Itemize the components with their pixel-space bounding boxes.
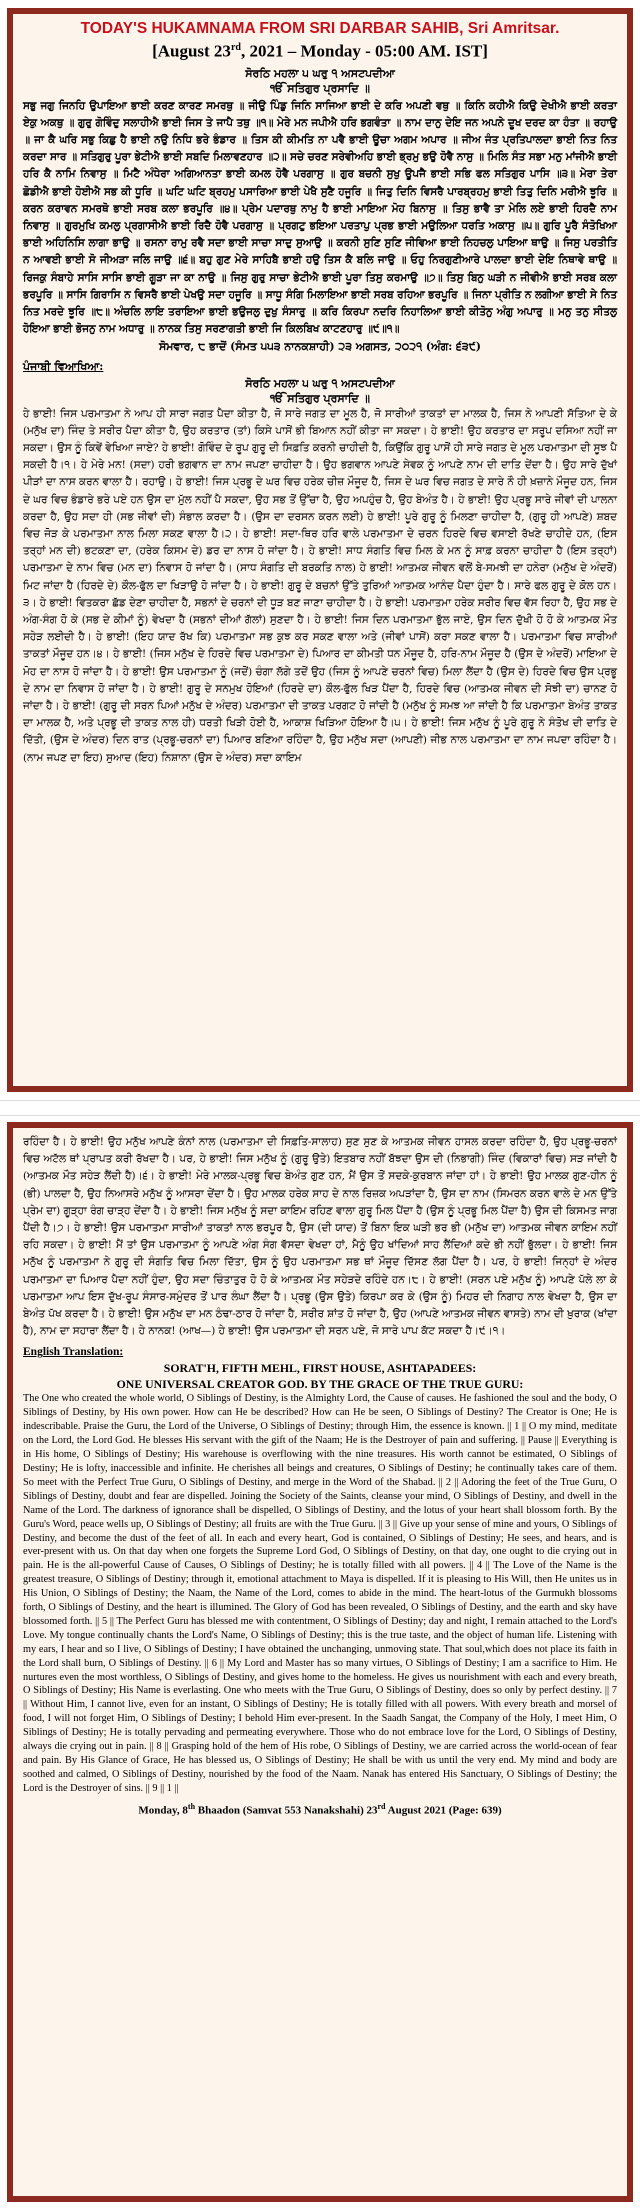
hukamnama-panel-top [7, 8, 633, 1092]
gurbani-heading: ਸੋਰਠਿ ਮਹਲਾ ੫ ਘਰੁ ੧ ਅਸਟਪਦੀਆ [245, 66, 395, 80]
page-title: TODAY'S HUKAMNAMA FROM SRI DARBAR SAHIB, Sri Amritsar. [80, 20, 560, 37]
hukamnama-panel-bottom [7, 1122, 633, 2202]
date-heading [23, 38, 617, 62]
footer-date-day: Monday, 8 [138, 1804, 188, 1817]
footer-date-rest: August 2021 (Page: 639) [385, 1804, 502, 1817]
vyakhya-heading: ਸੋਰਠਿ ਮਹਲਾ ੫ ਘਰੁ ੧ ਅਸਟਪਦੀਆ [245, 376, 395, 390]
vyakhya-mool-mantar: ੴ ਸਤਿਗੁਰ ਪ੍ਰਸਾਦਿ ॥ [270, 391, 370, 405]
date-heading-suffix: rd [230, 42, 241, 53]
english-heading: SORAT'H, FIFTH MEHL, FIRST HOUSE, ASHTAPADEES: [163, 1361, 477, 1376]
page-divider [0, 1100, 640, 1116]
english-translation-text: The One who created the whole world, O Siblings of Destiny, is the Almighty Lord, the Cause of causes. He fashioned the soul and the body, O Siblings of Destiny, by His own power. How can He be described? How can He be seen, O Siblings of Destiny? The Creator is One; He is indescribable. Praise the Guru, the Lord of the Universe, O Siblings of Destiny; through Him, the essence is known. || 1 || O my mind, meditate on the Lord, the Lord God. He blesses His servant with the gift of the Naam; He is the Destroyer of pain and suffering. || Pause || Everything is in His home, O Siblings of Destiny; His warehouse is overflowing with the nine treasures. His worth cannot be estimated, O Siblings of Destiny; He is lofty, inaccessible and infinite. He cherishes all beings and creatures, O Siblings of Destiny; he continually takes care of them. So meet with the Perfect True Guru, O Siblings of Destiny, and merge in the Word of the Shabad. || 2 || Adoring the feet of the True Guru, O Siblings of Destiny, doubt and fear are dispelled. Joining the Society of the Saints, cleanse your mind, O Siblings of Destiny, and dwell in the Name of the Lord. The darkness of ignorance shall be dispelled, O Siblings of Destiny, and the lotus of your heart shall blossom forth. By the Guru's Word, peace wells up, O Siblings of Destiny; all fruits are with the True Guru. || 3 || Give up your sense of mine and yours, O Siblings of Destiny, and become the dust of the feet of all. In each and every heart, God is contained, O Siblings of Destiny; He sees, and hears, and is ever-present with us. On that day when one forgets the Supreme Lord God, O Siblings of Destiny, on that day, one ought to die crying out in pain. He is the all-powerful Cause of Causes, O Siblings of Destiny; he is totally filled with all powers. || 4 || The Love of the Name is the greatest treasure, O Siblings of Destiny; through it, emotional attachment to Maya is dispelled. If it is pleasing to His Will, then He unites us in His Union, O Siblings of Destiny; the Naam, the Name of the Lord, comes to abide in the mind. The heart-lotus of the Gurmukh blossoms forth, O Siblings of Destiny, and the heart is illumined. The Glory of God has been revealed, O Siblings of Destiny, and the earth and sky have blossomed forth. || 5 || The Perfect Guru has blessed me with contentment, O Siblings of Destiny; day and night, I remain attached to the Lord's Love. My tongue continually chants the Lord's Name, O Siblings of Destiny; this is the true taste, and the object of human life. Listening with my ears, I hear and so I live, O Siblings of Destiny; I have obtained the unchanging, unmoving state. That soul,which does not place its faith in the Lord shall burn, O Siblings of Destiny. || 6 || My Lord and Master has so many virtues, O Siblings of Destiny; I am a sacrifice to Him. He nurtures even the most worthless, O Siblings of Destiny, and gives home to the homeless. He gives us nourishment with each and every breath, O Siblings of Destiny; His Name is everlasting. One who meets with the True Guru, O Siblings of Destiny, does so only by perfect destiny. || 7 || Without Him, I cannot live, even for an instant, O Siblings of Destiny; He is totally filled with all powers. With every breath and morsel of food, I will not forget Him, O Siblings of Destiny; I behold Him ever-present. In the Saadh Sangat, the Company of the Holy, I meet Him, O Siblings of Destiny; He is totally pervading and permeating everywhere. Those who do not embrace love for the Lord, O Siblings of Destiny, always die crying out in pain. || 8 || Grasping hold of the hem of His robe, O Siblings of Destiny, we are carried across the world-ocean of fear and pain. By His Glance of Grace, He has blessed us, O Siblings of Destiny; He shall be with us until the very end. My mind and body are soothed and calmed, O Siblings of Destiny, nourished by the food of the Naam. Nanak has entered His Sanctuary, O Siblings of Destiny; the Lord is the Destroyer of sins. || 9 || 1 || [23, 1393, 617, 1794]
date-heading-day: [August 23 [152, 41, 231, 61]
footer-date-suffix-2: rd [377, 1801, 386, 1811]
punjabi-vyakhya-text: ਹੇ ਭਾਈ! ਜਿਸ ਪਰਮਾਤਮਾ ਨੇ ਆਪ ਹੀ ਸਾਰਾ ਜਗਤ ਪੈਦਾ ਕੀਤਾ ਹੈ, ਜੋ ਸਾਰੇ ਜਗਤ ਦਾ ਮੂਲ ਹੈ, ਜੋ ਸਾਰੀਆਂ ਤਾਕਤਾਂ ਦਾ ਮਾਲਕ ਹੈ, ਜਿਸ ਨੇ ਆਪਣੀ ਸੱਤਿਆ ਦੇ ਕੇ (ਮਨੁੱਖ ਦਾ) ਜਿੰਦ ਤੇ ਸਰੀਰ ਪੈਦਾ ਕੀਤਾ ਹੈ, ਉਹ ਕਰਤਾਰ (ਤਾਂ) ਕਿਸੇ ਪਾਸੋਂ ਭੀ ਬਿਆਨ ਨਹੀਂ ਕੀਤਾ ਜਾ ਸਕਦਾ। ਹੇ ਭਾਈ! ਉਹ ਕਰਤਾਰ ਦਾ ਸਰੂਪ ਦਸਿਆ ਨਹੀਂ ਜਾ ਸਕਦਾ। ਉਸ ਨੂੰ ਕਿਵੇਂ ਵੇਖਿਆ ਜਾਏ? ਹੇ ਭਾਈ! ਗੋਵਿੰਦ ਦੇ ਰੂਪ ਗੁਰੂ ਦੀ ਸਿਫ਼ਤਿ ਕਰਨੀ ਚਾਹੀਦੀ ਹੈ, ਕਿਉਂਕਿ ਗੁਰੂ ਪਾਸੋਂ ਹੀ ਸਾਰੇ ਜਗਤ ਦੇ ਮੂਲ ਪਰਮਾਤਮਾ ਦੀ ਸੂਝ ਪੈ ਸਕਦੀ ਹੈ।੧। ਹੇ ਮੇਰੇ ਮਨ! (ਸਦਾ) ਹਰੀ ਭਗਵਾਨ ਦਾ ਨਾਮ ਜਪਣਾ ਚਾਹੀਦਾ ਹੈ। ਉਹ ਭਗਵਾਨ ਆਪਣੇ ਸੇਵਕ ਨੂੰ ਆਪਣੇ ਨਾਮ ਦੀ ਦਾਤਿ ਦੇਂਦਾ ਹੈ। ਉਹ ਸਾਰੇ ਦੁੱਖਾਂ ਪੀੜਾਂ ਦਾ ਨਾਸ ਕਰਨ ਵਾਲਾ ਹੈ। ਰਹਾਉ। ਹੇ ਭਾਈ! ਜਿਸ ਪ੍ਰਭੂ ਦੇ ਘਰ ਵਿਚ ਹਰੇਕ ਚੀਜ਼ ਮੌਜੂਦ ਹੈ, ਜਿਸ ਦੇ ਘਰ ਵਿਚ ਜਗਤ ਦੇ ਸਾਰੇ ਨੌ ਹੀ ਖ਼ਜ਼ਾਨੇ ਮੌਜੂਦ ਹਨ, ਜਿਸ ਦੇ ਘਰ ਵਿਚ ਭੰਡਾਰੇ ਭਰੇ ਪਏ ਹਨ ਉਸ ਦਾ ਮੁੱਲ ਨਹੀਂ ਪੈ ਸਕਦਾ, ਉਹ ਸਭ ਤੋਂ ਉੱਚਾ ਹੈ, ਉਹ ਅਪਹੁੰਚ ਹੈ, ਉਹ ਬੇਅੰਤ ਹੈ। ਹੇ ਭਾਈ! ਉਹ ਪ੍ਰਭੂ ਸਾਰੇ ਜੀਵਾਂ ਦੀ ਪਾਲਨਾ ਕਰਦਾ ਹੈ, ਉਹ ਸਦਾ ਹੀ (ਸਭ ਜੀਵਾਂ ਦੀ) ਸੰਭਾਲ ਕਰਦਾ ਹੈ। (ਉਸ ਦਾ ਦਰਸਨ ਕਰਨ ਲਈ) ਹੇ ਭਾਈ! ਪੂਰੇ ਗੁਰੂ ਨੂੰ ਮਿਲਣਾ ਚਾਹੀਦਾ ਹੈ, (ਗੁਰੂ ਹੀ ਆਪਣੇ) ਸ਼ਬਦ ਵਿਚ ਜੋੜ ਕੇ ਪਰਮਾਤਮਾ ਨਾਲ ਮਿਲਾ ਸਕਣ ਵਾਲਾ ਹੈ।੨। ਹੇ ਭਾਈ! ਸਦਾ-ਥਿਰ ਹਰਿ ਵਾਲੇ ਪਰਮਾਤਮਾ ਦੇ ਚਰਨ ਹਿਰਦੇ ਵਿਚ ਵਸਾਈ ਰੱਖਣੇ ਚਾਹੀਦੇ ਹਨ, (ਇਸ ਤਰ੍ਹਾਂ ਮਨ ਦੀ) ਭਟਕਣਾ ਦਾ, (ਹਰੇਕ ਕਿਸਮ ਦੇ) ਡਰ ਦਾ ਨਾਸ ਹੋ ਜਾਂਦਾ ਹੈ। ਹੇ ਭਾਈ! ਸਾਧ ਸੰਗਤਿ ਵਿਚ ਮਿਲ ਕੇ ਮਨ ਨੂੰ ਸਾਫ਼ ਕਰਨਾ ਚਾਹੀਦਾ ਹੈ (ਇਸ ਤਰ੍ਹਾਂ) ਪਰਮਾਤਮਾ ਦੇ ਨਾਮ ਵਿਚ (ਮਨ ਦਾ) ਨਿਵਾਸ ਹੋ ਜਾਂਦਾ ਹੈ। (ਸਾਧ ਸੰਗਤਿ ਦੀ ਬਰਕਤਿ ਨਾਲ) ਹੇ ਭਾਈ! ਆਤਮਕ ਜੀਵਨ ਵਲੋਂ ਬੇ-ਸਮਝੀ ਦਾ ਹਨੇਰਾ (ਮਨੁੱਖ ਦੇ ਅੰਦਰੋਂ) ਮਿਟ ਜਾਂਦਾ ਹੈ (ਹਿਰਦੇ ਦੇ) ਕੌਲ-ਫੁੱਲ ਦਾ ਖਿੜਾਉ ਹੋ ਜਾਂਦਾ ਹੈ। ਹੇ ਭਾਈ! ਗੁਰੂ ਦੇ ਬਚਨਾਂ ਉੱਤੇ ਤੁਰਿਆਂ ਆਤਮਕ ਆਨੰਦ ਪੈਦਾ ਹੁੰਦਾ ਹੈ। ਸਾਰੇ ਫਲ ਗੁਰੂ ਦੇ ਕੋਲ ਹਨ।੩। ਹੇ ਭਾਈ! ਵਿਤਕਰਾ ਛੱਡ ਦੇਣਾ ਚਾਹੀਦਾ ਹੈ, ਸਭਨਾਂ ਦੇ ਚਰਨਾਂ ਦੀ ਧੂੜ ਬਣ ਜਾਣਾ ਚਾਹੀਦਾ ਹੈ। ਹੇ ਭਾਈ! ਪਰਮਾਤਮਾ ਹਰੇਕ ਸਰੀਰ ਵਿਚ ਵੱਸ ਰਿਹਾ ਹੈ, ਉਹ ਸਭ ਦੇ ਅੰਗ-ਸੰਗ ਹੋ ਕੇ (ਸਭ ਦੇ ਕੀਮਾਂ ਨੂੰ) ਵੇਖਦਾ ਹੈ (ਸਭਨਾਂ ਦੀਆਂ ਗੱਲਾਂ) ਸੁਣਦਾ ਹੈ। ਹੇ ਭਾਈ! ਜਿਸ ਦਿਨ ਪਰਮਾਤਮਾ ਭੁੱਲ ਜਾਏ, ਉਸ ਦਿਨ ਦੁੱਖੀ ਹੋ ਹੋ ਕੇ ਆਤਮਕ ਮੌਤ ਸਹੇੜ ਲਈਦੀ ਹੈ। ਹੇ ਭਾਈ! (ਇਹ ਯਾਦ ਰੱਖ ਕਿ) ਪਰਮਾਤਮਾ ਸਭ ਕੁਝ ਕਰ ਸਕਣ ਵਾਲਾ ਅਤੇ (ਜੀਵਾਂ ਪਾਸੋਂ) ਕਰਾ ਸਕਣ ਵਾਲਾ ਹੈ। ਪਰਮਾਤਮਾ ਵਿਚ ਸਾਰੀਆਂ ਤਾਕਤਾਂ ਮੌਜੂਦ ਹਨ।੪। ਹੇ ਭਾਈ! (ਜਿਸ ਮਨੁੱਖ ਦੇ ਹਿਰਦੇ ਵਿਚ ਪਰਮਾਤਮਾ ਦੇ) ਪਿਆਰ ਦਾ ਕੀਮਤੀ ਧਨ ਮੌਜੂਦ ਹੈ, ਹਰਿ-ਨਾਮ ਮੌਜੂਦ ਹੈ (ਉਸ ਦੇ ਅੰਦਰੋਂ) ਮਾਇਆ ਦੇ ਮੋਹ ਦਾ ਨਾਸ ਹੋ ਜਾਂਦਾ ਹੈ। ਹੇ ਭਾਈ! ਉਸ ਪਰਮਾਤਮਾ ਨੂੰ (ਜਦੋਂ) ਚੰਗਾ ਲੱਗੇ ਤਦੋਂ ਉਹ (ਜਿਸ ਨੂੰ ਆਪਣੇ ਚਰਨਾਂ ਵਿਚ) ਮਿਲਾ ਲੈਂਦਾ ਹੈ (ਉਸ ਦੇ) ਹਿਰਦੇ ਵਿਚ ਉਸ ਪ੍ਰਭੂ ਦੇ ਨਾਮ ਦਾ ਨਿਵਾਸ ਹੋ ਜਾਂਦਾ ਹੈ। ਹੇ ਭਾਈ! ਗੁਰੂ ਦੇ ਸਨਮੁਖ ਹੋਇਆਂ (ਹਿਰਦੇ ਦਾ) ਕੌਲ-ਫੁੱਲ ਖਿੜ ਪੈਂਦਾ ਹੈ, ਹਿਰਦੇ ਵਿਚ (ਆਤਮਕ ਜੀਵਨ ਦੀ ਸੋਝੀ ਦਾ) ਚਾਨਣ ਹੋ ਜਾਂਦਾ ਹੈ। ਹੇ ਭਾਈ! (ਗੁਰੂ ਦੀ ਸਰਨ ਪਿਆਂ ਮਨੁੱਖ ਦੇ ਅੰਦਰ) ਪਰਮਾਤਮਾ ਦੀ ਤਾਕਤ ਪਰਗਟ ਹੋ ਜਾਂਦੀ ਹੈ (ਮਨੁੱਖ ਨੂੰ ਸਮਝ ਆ ਜਾਂਦੀ ਹੈ ਕਿ ਪਰਮਾਤਮਾ ਬੇਅੰਤ ਤਾਕਤ ਦਾ ਮਾਲਕ ਹੈ, ਅਤੇ ਪ੍ਰਭੂ ਦੀ ਤਾਕਤ ਨਾਲ ਹੀ) ਧਰਤੀ ਖਿੜੀ ਹੋਈ ਹੈ, ਆਕਾਸ਼ ਖਿੜਿਆ ਹੋਇਆ ਹੈ।੫। ਹੇ ਭਾਈ! ਜਿਸ ਮਨੁੱਖ ਨੂੰ ਪੂਰੇ ਗੁਰੂ ਨੇ ਸੰਤੋਖ ਦੀ ਦਾਤਿ ਦੇ ਦਿੱਤੀ, (ਉਸ ਦੇ ਅੰਦਰ) ਦਿਨ ਰਾਤ (ਪ੍ਰਭੂ-ਚਰਨਾਂ ਦਾ) ਪਿਆਰ ਬਣਿਆ ਰਹਿੰਦਾ ਹੈ, ਉਹ ਮਨੁੱਖ ਸਦਾ (ਆਪਣੀ) ਜੀਭ ਨਾਲ ਪਰਮਾਤਮਾ ਦਾ ਨਾਮ ਜਪਦਾ ਰਹਿੰਦਾ ਹੈ। (ਨਾਮ ਜਪਣ ਦਾ ਇਹ) ਸੁਆਦ (ਇਹ) ਨਿਸ਼ਾਨਾ (ਉਸ ਦੇ ਅੰਦਰ) ਸਦਾ ਕਾਇਮ [23, 407, 617, 764]
punjabi-vyakhya-label: ਪੰਜਾਬੀ ਵਿਆਖਿਆ: [23, 359, 104, 373]
gurbani-date-line: ਸੋਮਵਾਰ, ੮ ਭਾਦੋਂ (ਸੰਮਤ ੫੫੩ ਨਾਨਕਸ਼ਾਹੀ) ੨੩ ਅਗਸਤ, ੨੦੨੧ (ਅੰਗ: ੬੩੯) [158, 339, 481, 353]
gurbani-text: ਸਭੁ ਜਗੁ ਜਿਨਹਿ ਉਪਾਇਆ ਭਾਈ ਕਰਣ ਕਾਰਣ ਸਮਰਥੁ ॥ ਜੀਉ ਪਿੰਡੁ ਜਿਨਿ ਸਾਜਿਆ ਭਾਈ ਦੇ ਕਰਿ ਅਪਣੀ ਵਥੁ ॥ ਕਿਨਿ ਕਹੀਐ ਕਿਉ ਦੇਖੀਐ ਭਾਈ ਕਰਤਾ ਏਕੁ ਅਕਥੁ ॥ ਗੁਰੁ ਗੋਵਿੰਦੁ ਸਲਾਹੀਐ ਭਾਈ ਜਿਸ ਤੇ ਜਾਪੈ ਤਥੁ ॥੧॥ ਮੇਰੇ ਮਨ ਜਪੀਐ ਹਰਿ ਭਗਵੰਤਾ ॥ ਨਾਮ ਦਾਨੁ ਦੇਇ ਜਨ ਅਪਨੇ ਦੂਖ ਦਰਦ ਕਾ ਹੰਤਾ ॥ ਰਹਾਉ ॥ ਜਾ ਕੈ ਘਰਿ ਸਭੁ ਕਿਛੁ ਹੈ ਭਾਈ ਨਉ ਨਿਧਿ ਭਰੇ ਭੰਡਾਰ ॥ ਤਿਸ ਕੀ ਕੀਮਤਿ ਨਾ ਪਵੈ ਭਾਈ ਊਚਾ ਅਗਮ ਅਪਾਰ ॥ ਜੀਅ ਜੰਤ ਪ੍ਰਤਿਪਾਲਦਾ ਭਾਈ ਨਿਤ ਨਿਤ ਕਰਦਾ ਸਾਰ ॥ ਸਤਿਗੁਰੁ ਪੂਰਾ ਭੇਟੀਐ ਭਾਈ ਸਬਦਿ ਮਿਲਾਵਣਹਾਰ ॥੨॥ ਸਚੇ ਚਰਣ ਸਰੇਵੀਅਹਿ ਭਾਈ ਭ੍ਰਮੁ ਭਉ ਹੋਵੈ ਨਾਸੁ ॥ ਮਿਲਿ ਸੰਤ ਸਭਾ ਮਨੁ ਮਾਂਜੀਐ ਭਾਈ ਹਰਿ ਕੈ ਨਾਮਿ ਨਿਵਾਸੁ ॥ ਮਿਟੈ ਅੰਧੇਰਾ ਅਗਿਆਨਤਾ ਭਾਈ ਕਮਲ ਹੋਵੈ ਪਰਗਾਸੁ ॥ ਗੁਰ ਬਚਨੀ ਸੁਖੁ ਊਪਜੈ ਭਾਈ ਸਭਿ ਫਲ ਸਤਿਗੁਰ ਪਾਸਿ ॥੩॥ ਮੇਰਾ ਤੇਰਾ ਛੋਡੀਐ ਭਾਈ ਹੋਈਐ ਸਭ ਕੀ ਧੂਰਿ ॥ ਘਟਿ ਘਟਿ ਬ੍ਰਹਮੁ ਪਸਾਰਿਆ ਭਾਈ ਪੇਖੈ ਸੁਣੈ ਹਜੂਰਿ ॥ ਜਿਤੁ ਦਿਨਿ ਵਿਸਰੈ ਪਾਰਬ੍ਰਹਮੁ ਭਾਈ ਤਿਤੁ ਦਿਨਿ ਮਰੀਐ ਝੂਰਿ ॥ ਕਰਨ ਕਰਾਵਨ ਸਮਰਥੋ ਭਾਈ ਸਰਬ ਕਲਾ ਭਰਪੂਰਿ ॥੪॥ ਪ੍ਰੇਮ ਪਦਾਰਥੁ ਨਾਮੁ ਹੈ ਭਾਈ ਮਾਇਆ ਮੋਹ ਬਿਨਾਸੁ ॥ ਤਿਸੁ ਭਾਵੈ ਤਾ ਮੇਲਿ ਲਏ ਭਾਈ ਹਿਰਦੈ ਨਾਮ ਨਿਵਾਸੁ ॥ ਗੁਰਮੁਖਿ ਕਮਲੁ ਪ੍ਰਗਾਸੀਐ ਭਾਈ ਰਿਦੈ ਹੋਵੈ ਪਰਗਾਸੁ ॥ ਪ੍ਰਗਟੁ ਭਇਆ ਪਰਤਾਪੁ ਪ੍ਰਭ ਭਾਈ ਮਉਲਿਆ ਧਰਤਿ ਅਕਾਸੁ ॥੫॥ ਗੁਰਿ ਪੂਰੈ ਸੰਤੋਖਿਆ ਭਾਈ ਅਹਿਨਿਸਿ ਲਾਗਾ ਭਾਉ ॥ ਰਸਨਾ ਰਾਮੁ ਰਵੈ ਸਦਾ ਭਾਈ ਸਾਚਾ ਸਾਦੁ ਸੁਆਉ ॥ ਕਰਨੀ ਸੁਣਿ ਸੁਣਿ ਜੀਵਿਆ ਭਾਈ ਨਿਹਚਲੁ ਪਾਇਆ ਥਾਉ ॥ ਜਿਸੁ ਪਰਤੀਤਿ ਨ ਆਵਈ ਭਾਈ ਸੋ ਜੀਅੜਾ ਜਲਿ ਜਾਉ ॥੬॥ ਬਹੁ ਗੁਣ ਮੇਰੇ ਸਾਹਿਬੈ ਭਾਈ ਹਉ ਤਿਸ ਕੈ ਬਲਿ ਜਾਉ ॥ ਓਹੁ ਨਿਰਗੁਣੀਆਰੇ ਪਾਲਦਾ ਭਾਈ ਦੇਇ ਨਿਥਾਵੇ ਥਾਉ ॥ ਰਿਜਕੁ ਸੰਬਾਹੇ ਸਾਸਿ ਸਾਸਿ ਭਾਈ ਗੂੜਾ ਜਾ ਕਾ ਨਾਉ ॥ ਜਿਸੁ ਗੁਰੁ ਸਾਚਾ ਭੇਟੀਐ ਭਾਈ ਪੂਰਾ ਤਿਸੁ ਕਰਮਾਉ ॥੭॥ ਤਿਸੁ ਬਿਨੁ ਘੜੀ ਨ ਜੀਵੀਐ ਭਾਈ ਸਰਬ ਕਲਾ ਭਰਪੂਰਿ ॥ ਸਾਸਿ ਗਿਰਾਸਿ ਨ ਵਿਸਰੈ ਭਾਈ ਪੇਖਉ ਸਦਾ ਹਜੂਰਿ ॥ ਸਾਧੂ ਸੰਗਿ ਮਿਲਾਇਆ ਭਾਈ ਸਰਬ ਰਹਿਆ ਭਰਪੂਰਿ ॥ ਜਿਨਾ ਪ੍ਰੀਤਿ ਨ ਲਗੀਆ ਭਾਈ ਸੇ ਨਿਤ ਨਿਤ ਮਰਦੇ ਝੂਰਿ ॥੮॥ ਅੰਚਲਿ ਲਾਇ ਤਰਾਇਆ ਭਾਈ ਭਉਜਲੁ ਦੁਖੁ ਸੰਸਾਰੁ ॥ ਕਰਿ ਕਿਰਪਾ ਨਦਰਿ ਨਿਹਾਲਿਆ ਭਾਈ ਕੀਤੋਨੁ ਅੰਗੁ ਅਪਾਰੁ ॥ ਮਨੁ ਤਨੁ ਸੀਤਲੁ ਹੋਇਆ ਭਾਈ ਭੋਜਨੁ ਨਾਮ ਅਧਾਰੁ ॥ ਨਾਨਕ ਤਿਸੁ ਸਰਣਾਗਤੀ ਭਾਈ ਜਿ ਕਿਲਬਿਖ ਕਾਟਣਹਾਰੁ ॥੯॥੧॥ [23, 99, 617, 336]
footer-date-suffix-1: th [187, 1801, 196, 1811]
footer-date-mid: Bhaadon (Samvat 553 Nanakshahi) 23 [195, 1804, 378, 1817]
gurbani-mool-mantar: ੴ ਸਤਿਗੁਰ ਪ੍ਰਸਾਦਿ ॥ [270, 81, 370, 95]
english-translation-label: English Translation: [23, 1346, 124, 1359]
english-subheading: ONE UNIVERSAL CREATOR GOD. BY THE GRACE OF THE TRUE GURU: [116, 1377, 524, 1392]
punjabi-vyakhya-continued: ਰਹਿੰਦਾ ਹੈ। ਹੇ ਭਾਈ! ਉਹ ਮਨੁੱਖ ਆਪਣੇ ਕੰਨਾਂ ਨਾਲ (ਪਰਮਾਤਮਾ ਦੀ ਸਿਫ਼ਤਿ-ਸਾਲਾਹ) ਸੁਣ ਸੁਣ ਕੇ ਆਤਮਕ ਜੀਵਨ ਹਾਸਲ ਕਰਦਾ ਰਹਿੰਦਾ ਹੈ, ਉਹ ਪ੍ਰਭੂ-ਚਰਨਾਂ ਵਿਚ ਅਟੱਲ ਥਾਂ ਪ੍ਰਾਪਤ ਕਰੀ ਰੱਖਦਾ ਹੈ। ਪਰ, ਹੇ ਭਾਈ! ਜਿਸ ਮਨੁੱਖ ਨੂੰ (ਗੁਰੂ ਉਤੇ) ਇਤਬਾਰ ਨਹੀਂ ਬੱਝਦਾ ਉਸ ਦੀ (ਨਿਭਾਗੀ) ਜਿੰਦ (ਵਿਕਾਰਾਂ ਵਿਚ) ਸੜ ਜਾਂਦੀ ਹੈ (ਆਤਮਕ ਮੌਤ ਸਹੇੜ ਲੈਂਦੀ ਹੈ)।੬। ਹੇ ਭਾਈ! ਮੇਰੇ ਮਾਲਕ-ਪ੍ਰਭੂ ਵਿਚ ਬੇਅੰਤ ਗੁਣ ਹਨ, ਮੈਂ ਉਸ ਤੋਂ ਸਦਕੇ-ਕੁਰਬਾਨ ਜਾਂਦਾ ਹਾਂ। ਹੇ ਭਾਈ! ਉਹ ਮਾਲਕ ਗੁਣ-ਹੀਨ ਨੂੰ (ਭੀ) ਪਾਲਦਾ ਹੈ, ਉਹ ਨਿਆਸਰੇ ਮਨੁੱਖ ਨੂੰ ਆਸਰਾ ਦੇਂਦਾ ਹੈ। ਉਹ ਮਾਲਕ ਹਰੇਕ ਸਾਹ ਦੇ ਨਾਲ ਰਿਜ਼ਕ ਅਪੜਾਂਦਾ ਹੈ, ਉਸ ਦਾ ਨਾਮ (ਸਿਮਰਨ ਕਰਨ ਵਾਲੇ ਦੇ ਮਨ ਉੱਤੇ ਪ੍ਰੇਮ ਦਾ) ਗੂੜ੍ਹਾ ਰੰਗ ਚਾੜ੍ਹ ਦੇਂਦਾ ਹੈ। ਹੇ ਭਾਈ! ਜਿਸ ਮਨੁੱਖ ਨੂੰ ਸਦਾ ਕਾਇਮ ਰਹਿਣ ਵਾਲਾ ਗੁਰੂ ਮਿਲ ਪੈਂਦਾ ਹੈ (ਉਸ ਨੂੰ ਪ੍ਰਭੂ ਮਿਲ ਪੈਂਦਾ ਹੈ) ਉਸ ਦੀ ਕਿਸਮਤ ਜਾਗ ਪੈਂਦੀ ਹੈ।੭। ਹੇ ਭਾਈ! ਉਸ ਪਰਮਾਤਮਾ ਸਾਰੀਆਂ ਤਾਕਤਾਂ ਨਾਲ ਭਰਪੂਰ ਹੈ, ਉਸ (ਦੀ ਯਾਦ) ਤੋਂ ਬਿਨਾ ਇਕ ਘੜੀ ਭਰ ਭੀ (ਮਨੁੱਖ ਦਾ) ਆਤਮਕ ਜੀਵਨ ਕਾਇਮ ਨਹੀਂ ਰਹਿ ਸਕਦਾ। ਹੇ ਭਾਈ! ਮੈਂ ਤਾਂ ਉਸ ਪਰਮਾਤਮਾ ਨੂੰ ਆਪਣੇ ਅੰਗ ਸੰਗ ਵੱਸਦਾ ਵੇਖਦਾ ਹਾਂ, ਮੈਨੂੰ ਉਹ ਖਾਂਦਿਆਂ ਸਾਹ ਲੈਂਦਿਆਂ ਕਦੇ ਭੀ ਨਹੀਂ ਭੁੱਲਦਾ। ਹੇ ਭਾਈ! ਜਿਸ ਮਨੁੱਖ ਨੂੰ ਪਰਮਾਤਮਾ ਨੇ ਗੁਰੂ ਦੀ ਸੰਗਤਿ ਵਿਚ ਮਿਲਾ ਦਿੱਤਾ, ਉਸ ਨੂੰ ਉਹ ਪਰਮਾਤਮਾ ਸਭ ਥਾਂ ਮੌਜੂਦ ਦਿੱਸਣ ਲੱਗ ਪੈਂਦਾ ਹੈ। ਪਰ, ਹੇ ਭਾਈ! ਜਿਨ੍ਹਾਂ ਦੇ ਅੰਦਰ ਪਰਮਾਤਮਾ ਦਾ ਪਿਆਰ ਪੈਦਾ ਨਹੀਂ ਹੁੰਦਾ, ਉਹ ਸਦਾ ਚਿੰਤਾਤੁਰ ਹੋ ਹੋ ਕੇ ਆਤਮਕ ਮੌਤ ਸਹੇੜਦੇ ਰਹਿੰਦੇ ਹਨ।੮। ਹੇ ਭਾਈ! (ਸਰਨ ਪਏ ਮਨੁੱਖ ਨੂੰ) ਆਪਣੇ ਪੱਲੇ ਲਾ ਕੇ ਪਰਮਾਤਮਾ ਆਪ ਇਸ ਦੁੱਖ-ਰੂਪ ਸੰਸਾਰ-ਸਮੁੰਦਰ ਤੋਂ ਪਾਰ ਲੰਘਾ ਲੈਂਦਾ ਹੈ। ਪ੍ਰਭੂ (ਉਸ ਉਤੇ) ਕਿਰਪਾ ਕਰ ਕੇ (ਉਸ ਨੂੰ) ਮਿਹਰ ਦੀ ਨਿਗਾਹ ਨਾਲ ਵੇਖਦਾ ਹੈ, ਉਸ ਦਾ ਬੇਅੰਤ ਪੱਖ ਕਰਦਾ ਹੈ। ਹੇ ਭਾਈ! ਉਸ ਮਨੁੱਖ ਦਾ ਮਨ ਠੰਢਾ-ਠਾਰ ਹੋ ਜਾਂਦਾ ਹੈ, ਸਰੀਰ ਸ਼ਾਂਤ ਹੋ ਜਾਂਦਾ ਹੈ, ਉਹ (ਆਪਣੇ ਆਤਮਕ ਜੀਵਨ ਵਾਸਤੇ) ਨਾਮ ਦੀ ਖ਼ੁਰਾਕ (ਖਾਂਦਾ ਹੈ), ਨਾਮ ਦਾ ਸਹਾਰਾ ਲੈਂਦਾ ਹੈ। ਹੇ ਨਾਨਕ! (ਆਖ—) ਹੇ ਭਾਈ! ਉਸ ਪਰਮਾਤਮਾ ਦੀ ਸਰਨ ਪਏ, ਜੋ ਸਾਰੇ ਪਾਪ ਕੱਟ ਸਕਦਾ ਹੈ।੯।੧। [23, 1136, 617, 1338]
footer-date [23, 1802, 617, 1817]
date-heading-rest: , 2021 – Monday - 05:00 AM. IST] [240, 41, 488, 61]
